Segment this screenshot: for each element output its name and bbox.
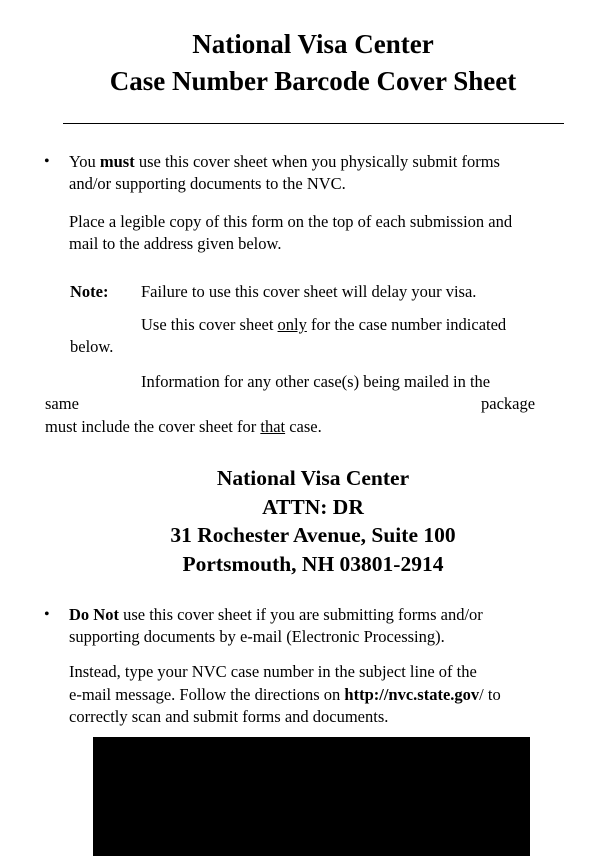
text-run: use this cover sheet if you are submitting forms and/or <box>118 605 483 624</box>
section1-line-1 <box>69 151 500 173</box>
section2-para2-line-1: Instead, type your NVC case number in the subject line of the <box>69 662 477 681</box>
note-line-4: Information for any other case(s) being mailed in the <box>141 372 491 391</box>
section2-line-1 <box>69 604 483 626</box>
bullet-icon: • <box>44 606 50 623</box>
redacted-barcode <box>93 737 530 856</box>
text-run: You <box>69 152 100 171</box>
note-line-5-left: same <box>45 394 79 413</box>
text-run: for the case number indicated <box>306 315 507 334</box>
address-line-1: National Visa Center <box>216 466 410 490</box>
address-line-2: ATTN: DR <box>262 495 364 519</box>
note-line-1: Failure to use this cover sheet will delay your visa. <box>141 282 477 301</box>
emphasis-that: that <box>260 417 286 436</box>
section1-para2-line-1: Place a legible copy of this form on the top of each submission and <box>69 212 513 231</box>
page-title-line-2: Case Number Barcode Cover Sheet <box>109 66 517 96</box>
note-line-3: below. <box>70 337 114 356</box>
text-run: use this cover sheet when you physically submit forms <box>134 152 500 171</box>
note-line-2 <box>141 314 506 336</box>
section2-para2-line-2 <box>69 684 501 706</box>
text-run: e-mail message. Follow the directions on <box>69 685 345 704</box>
section2-line-2: supporting documents by e-mail (Electronic Processing). <box>69 627 445 646</box>
note-line-5-right: package <box>481 394 536 413</box>
note-line-6 <box>45 416 322 438</box>
page-title-line-1: National Visa Center <box>192 29 434 59</box>
text-run: / to <box>479 685 501 704</box>
note-label: Note: <box>70 282 109 301</box>
section2-para2-line-3: correctly scan and submit forms and documents. <box>69 707 389 726</box>
emphasis-only: only <box>277 315 307 334</box>
address-line-4: Portsmouth, NH 03801-2914 <box>182 552 444 576</box>
nvc-url: http://nvc.state.gov <box>344 685 480 704</box>
title-divider <box>63 123 564 124</box>
section1-line-2: and/or supporting documents to the NVC. <box>69 174 346 193</box>
emphasis-do-not: Do Not <box>69 605 119 624</box>
address-line-3: 31 Rochester Avenue, Suite 100 <box>170 523 456 547</box>
section1-para2-line-2: mail to the address given below. <box>69 234 282 253</box>
text-run: must include the cover sheet for <box>45 417 261 436</box>
text-run: Use this cover sheet <box>141 315 278 334</box>
emphasis-must: must <box>99 152 135 171</box>
bullet-icon: • <box>44 153 50 170</box>
text-run: case. <box>285 417 322 436</box>
